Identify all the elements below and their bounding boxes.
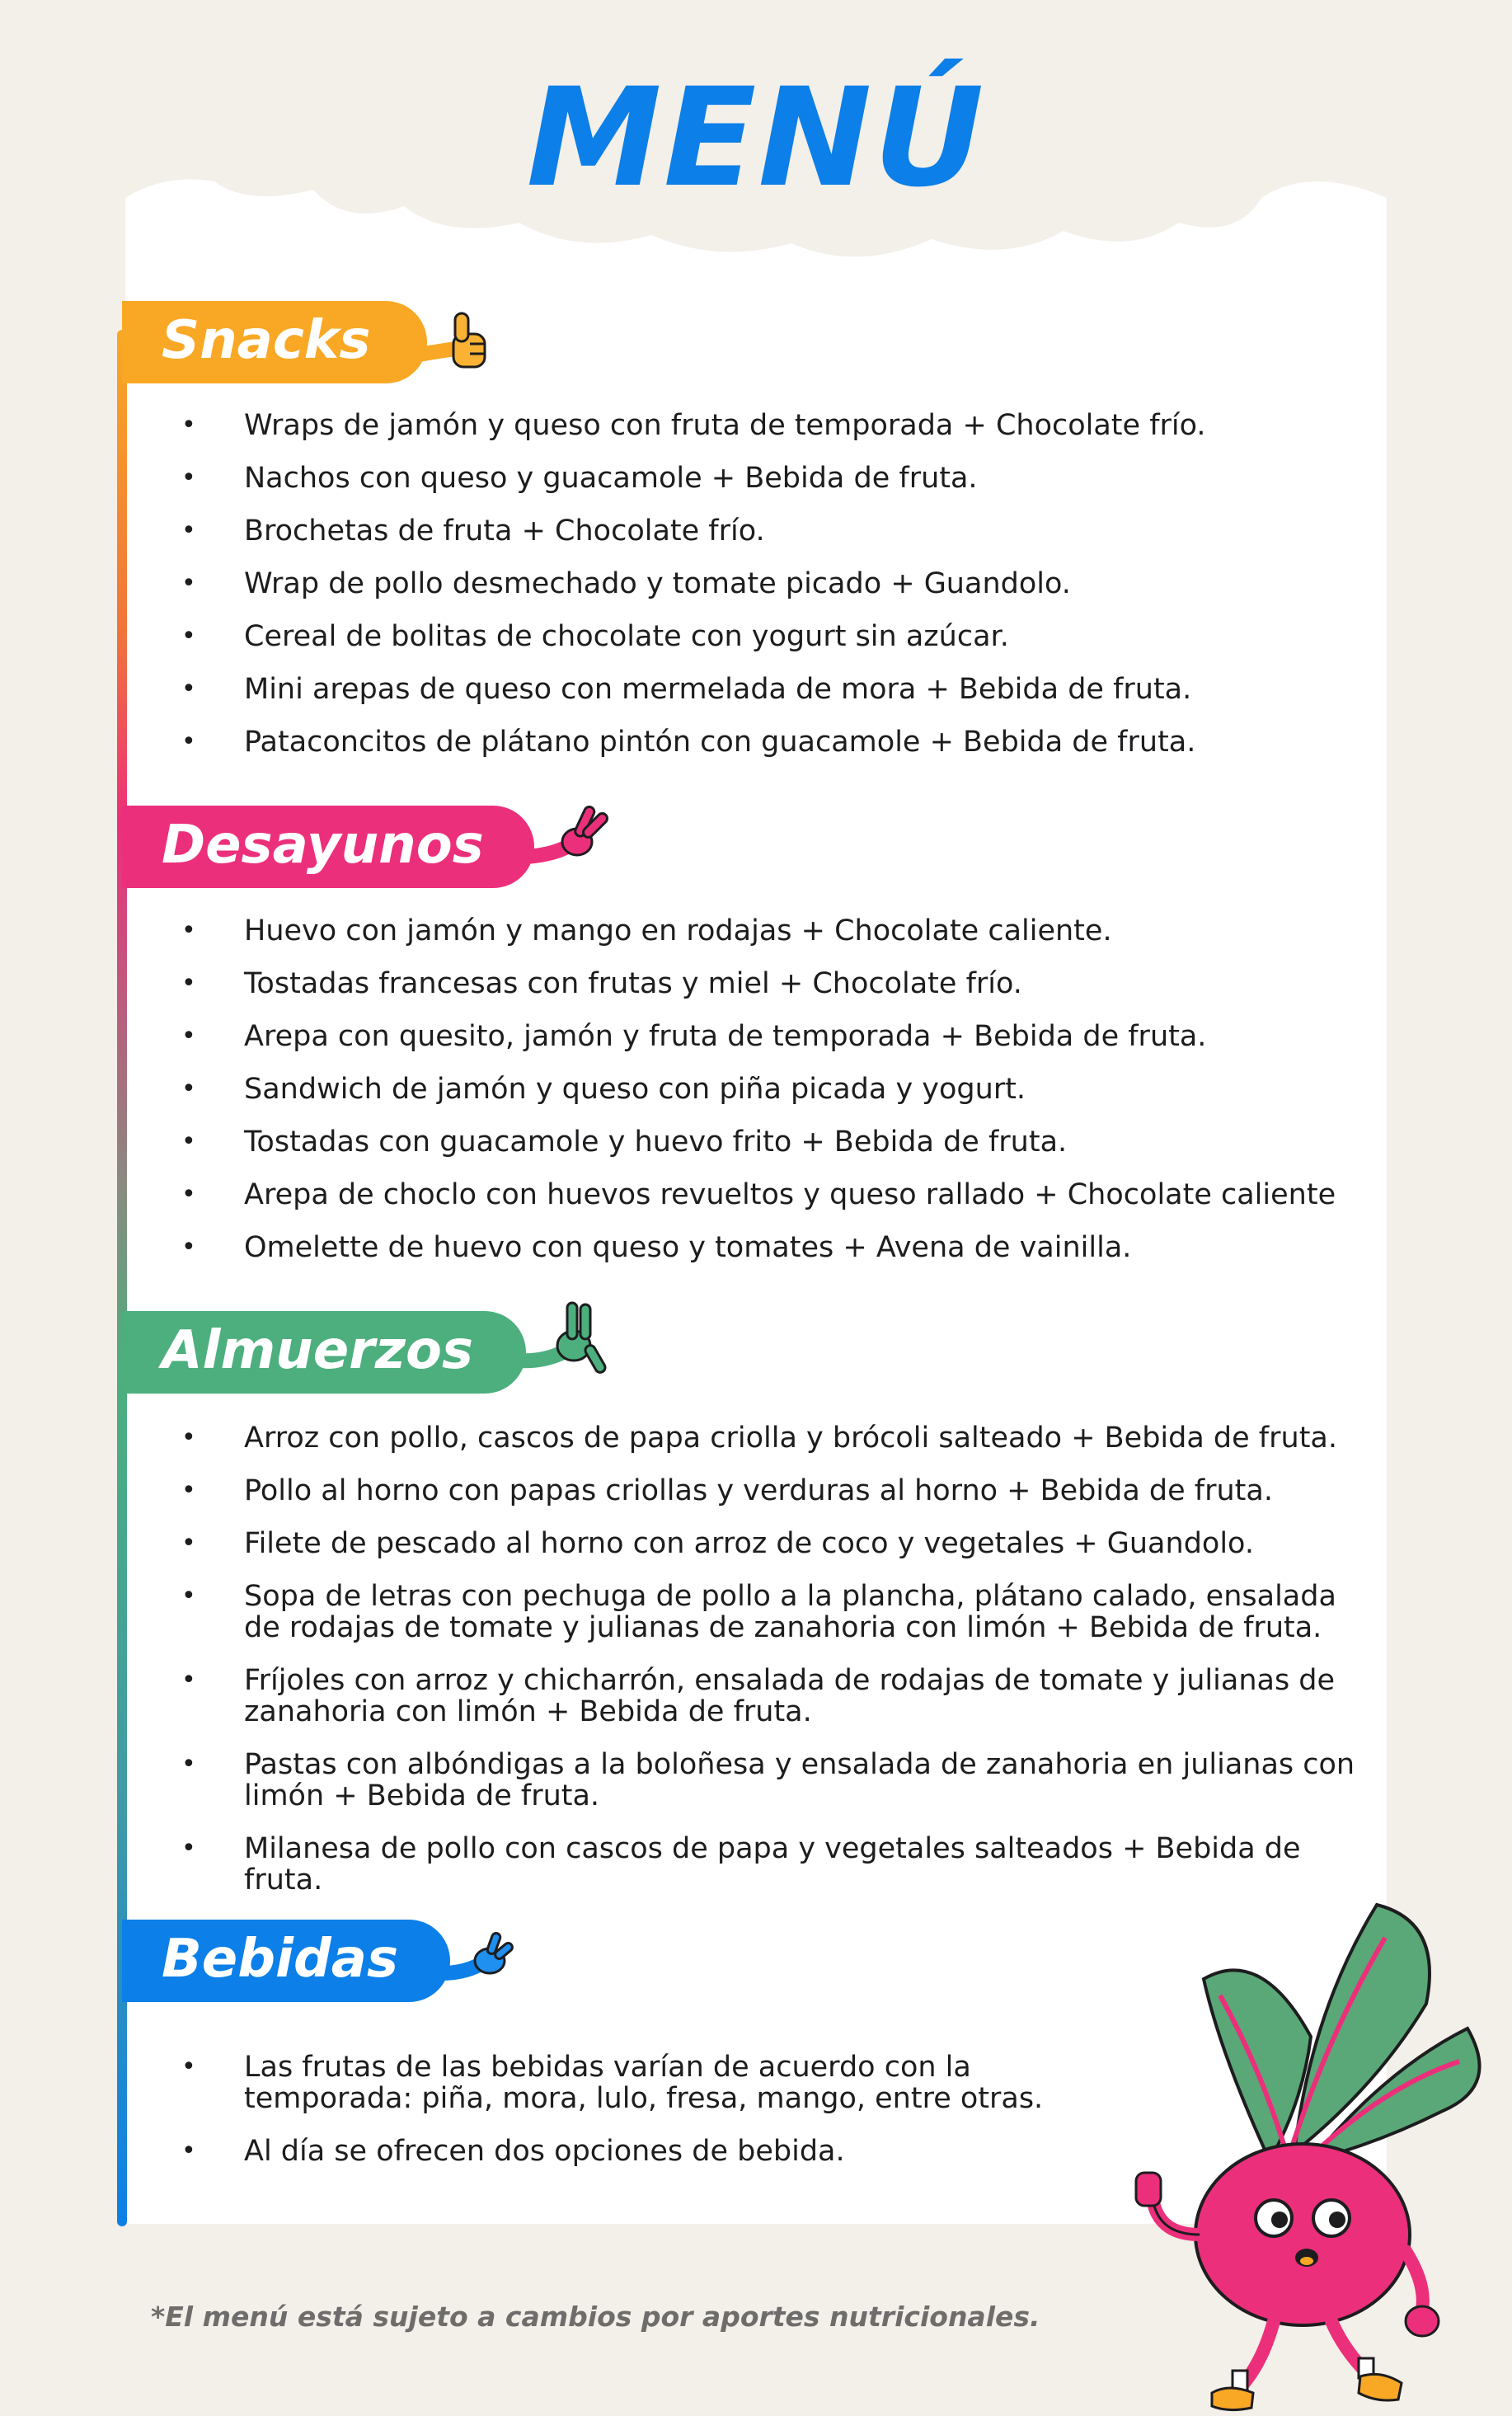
list-item: • Pataconcitos de plátano pintón con guacamole + Bebida de fruta. — [181, 726, 1360, 758]
list-item: • Milanesa de pollo con cascos de papa y vegetales salteados + Bebida de fruta. — [181, 1833, 1360, 1896]
list-item: • Pastas con albóndigas a la boloñesa y ensalada de zanahoria en julianas con limón + Bebida de fruta. — [181, 1749, 1360, 1812]
open-palm-hand-icon — [518, 1295, 608, 1385]
list-item: • Pollo al horno con papas criollas y verduras al horno + Bebida de fruta. — [181, 1475, 1360, 1506]
bebidas-list — [181, 2052, 1088, 2188]
list-item: • Nachos con queso y guacamole + Bebida de fruta. — [181, 463, 1360, 494]
section-title-almuerzos: Almuerzos — [162, 1320, 473, 1381]
list-item: • Al día se ofrecen dos opciones de bebida. — [181, 2136, 1088, 2167]
section-title-snacks: Snacks — [162, 310, 371, 371]
desayunos-list — [181, 915, 1360, 1285]
footnote: *El menú está sujeto a cambios por aportes nutricionales. — [151, 2301, 1040, 2333]
section-title-desayunos: Desayunos — [162, 815, 484, 876]
list-item: • Arepa con quesito, jamón y fruta de temporada + Bebida de fruta. — [181, 1021, 1360, 1052]
section-title-bebidas: Bebidas — [162, 1929, 399, 1990]
list-item: • Tostadas francesas con frutas y miel + Chocolate frío. — [181, 968, 1360, 999]
list-item: • Sandwich de jamón y queso con piña picada y yogurt. — [181, 1074, 1360, 1105]
list-item: • Wraps de jamón y queso con fruta de temporada + Chocolate frío. — [181, 410, 1360, 441]
list-item: • Sopa de letras con pechuga de pollo a la plancha, plátano calado, ensalada de rodajas de tomate y julianas de zanahoria con limón + Bebida de fruta. — [181, 1581, 1360, 1643]
list-item: • Wrap de pollo desmechado y tomate picado + Guandolo. — [181, 568, 1360, 599]
list-item: • Omelette de huevo con queso y tomates + Avena de vainilla. — [181, 1232, 1360, 1263]
almuerzos-list — [181, 1422, 1360, 1917]
peace-sign-hand-icon — [526, 799, 608, 873]
thumbs-up-hand-icon — [419, 309, 493, 375]
list-item: • Arroz con pollo, cascos de papa criolla y brócoli salteado + Bebida de fruta. — [181, 1422, 1360, 1454]
list-item: • Brochetas de fruta + Chocolate frío. — [181, 515, 1360, 547]
list-item: • Huevo con jamón y mango en rodajas + Chocolate caliente. — [181, 915, 1360, 947]
snacks-list — [181, 410, 1360, 779]
waving-hand-icon — [442, 1928, 516, 1994]
list-item: • Tostadas con guacamole y huevo frito + Bebida de fruta. — [181, 1126, 1360, 1158]
beet-mascot-icon — [1096, 1888, 1509, 2416]
list-item: • Arepa de choclo con huevos revueltos y queso rallado + Chocolate caliente — [181, 1179, 1360, 1210]
list-item: • Fríjoles con arroz y chicharrón, ensalada de rodajas de tomate y julianas de zanahoria con limón + Bebida de fruta. — [181, 1665, 1360, 1727]
list-item: • Filete de pescado al horno con arroz de coco y vegetales + Guandolo. — [181, 1528, 1360, 1559]
list-item: • Cereal de bolitas de chocolate con yogurt sin azúcar. — [181, 621, 1360, 652]
list-item: • Las frutas de las bebidas varían de acuerdo con la temporada: piña, mora, lulo, fresa, mango, entre otras. — [181, 2052, 1088, 2114]
page-title: MENÚ — [526, 59, 986, 217]
list-item: • Mini arepas de queso con mermelada de mora + Bebida de fruta. — [181, 674, 1360, 705]
